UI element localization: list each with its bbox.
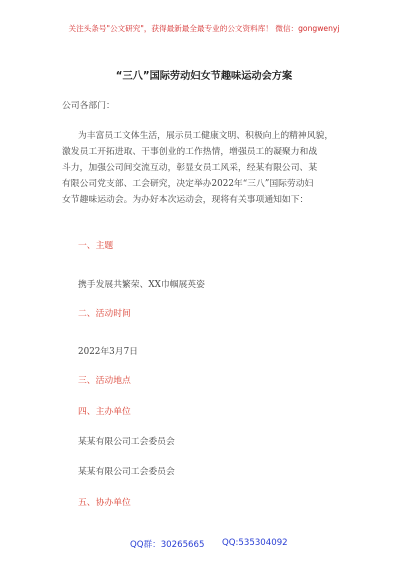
section-text-theme: 携手发展共繁荣、XX巾帼展英姿 — [78, 280, 205, 290]
intro-line: 为丰富员工文体生活，展示员工健康文明、积极向上的精神风貌， — [78, 131, 334, 141]
intro-line: 斗力，加强公司间交流互动，彰显女员工风采，经某有限公司、某 — [62, 163, 318, 173]
section-text-host: 某某有限公司工会委员会 — [78, 467, 175, 477]
intro-line: 女节趣味运动会。为办好本次运动会，现将有关事项通知如下： — [62, 195, 309, 205]
section-heading-co-organizer: 五、协办单位 — [78, 498, 131, 508]
intro-line: 有限公司党支部、工会研究，决定举办2022年“三八”国际劳动妇 — [62, 179, 314, 189]
intro-line: 激发员工开拓进取、干事创业的工作热情，增强员工的凝聚力和战 — [62, 147, 318, 157]
section-heading-location: 三、活动地点 — [78, 376, 131, 386]
promo-banner[interactable]: 关注头条号"公文研究"，获得最新最全最专业的公文资料库！ 微信：gongwenyj — [68, 24, 340, 33]
qq-number[interactable]: QQ:535304092 — [222, 538, 288, 548]
qq-group-number[interactable]: QQ群：30265665 — [130, 540, 205, 550]
salutation: 公司各部门： — [62, 101, 115, 111]
section-heading-host: 四、主办单位 — [78, 407, 131, 417]
document-title: “三八”国际劳动妇女节趣味运动会方案 — [115, 71, 293, 82]
section-heading-time: 二、活动时间 — [78, 309, 131, 319]
footer-contact — [0, 538, 408, 552]
section-heading-theme: 一、主题 — [78, 241, 114, 251]
section-text-host: 某某有限公司工会委员会 — [78, 437, 175, 447]
section-text-time: 2022年3月7日 — [78, 347, 138, 357]
